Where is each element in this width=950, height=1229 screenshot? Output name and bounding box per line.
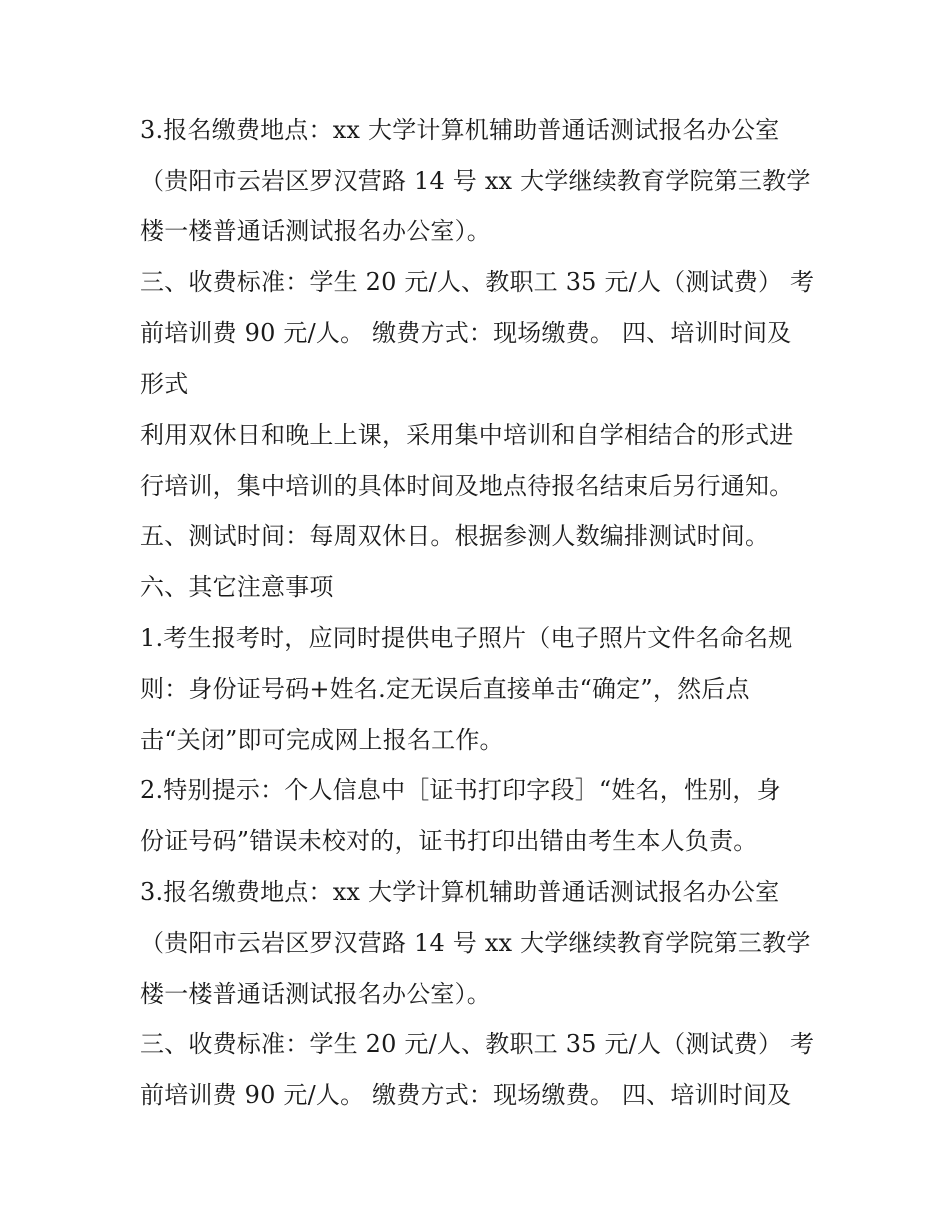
text-line-18: 楼一楼普通话测试报名办公室）。 <box>140 980 491 1008</box>
text-line-13: 击“关闭”即可完成网上报名工作。 <box>140 726 504 754</box>
text-line-20: 前培训费 90 元/人。 缴费方式：现场缴费。 四、培训时间及 <box>140 1081 792 1109</box>
section-heading-6: 六、其它注意事项 <box>140 573 334 601</box>
text-line-17: （贵阳市云岩区罗汉营路 14 号 xx 大学继续教育学院第三教学 <box>140 929 811 957</box>
text-line-3: 楼一楼普通话测试报名办公室）。 <box>140 217 491 245</box>
text-line-2: （贵阳市云岩区罗汉营路 14 号 xx 大学继续教育学院第三教学 <box>140 167 811 195</box>
text-line-5: 前培训费 90 元/人。 缴费方式：现场缴费。 四、培训时间及 <box>140 319 792 347</box>
text-line-9: 五、测试时间：每周双休日。根据参测人数编排测试时间。 <box>140 522 770 550</box>
text-line-14: 2.特别提示：个人信息中［证书打印字段］“姓名，性别，身 <box>140 776 781 804</box>
text-line-6: 形式 <box>140 370 189 398</box>
text-line-15: 份证号码”错误未校对的，证书打印出错由考生本人负责。 <box>140 827 758 855</box>
text-line-12: 则：身份证号码+姓名.定无误后直接单击“确定”，然后点 <box>140 675 750 703</box>
text-line-1: 3.报名缴费地点：xx 大学计算机辅助普通话测试报名办公室 <box>140 116 780 144</box>
text-line-7: 利用双休日和晚上上课，采用集中培训和自学相结合的形式进 <box>140 421 794 449</box>
text-line-8: 行培训，集中培训的具体时间及地点待报名结束后另行通知。 <box>140 472 794 500</box>
text-line-19: 三、收费标准：学生 20 元/人、教职工 35 元/人（测试费） 考 <box>140 1030 815 1058</box>
text-line-16: 3.报名缴费地点：xx 大学计算机辅助普通话测试报名办公室 <box>140 878 780 906</box>
text-line-4: 三、收费标准：学生 20 元/人、教职工 35 元/人（测试费） 考 <box>140 268 815 296</box>
text-line-11: 1.考生报考时，应同时提供电子照片（电子照片文件名命名规 <box>140 624 793 652</box>
